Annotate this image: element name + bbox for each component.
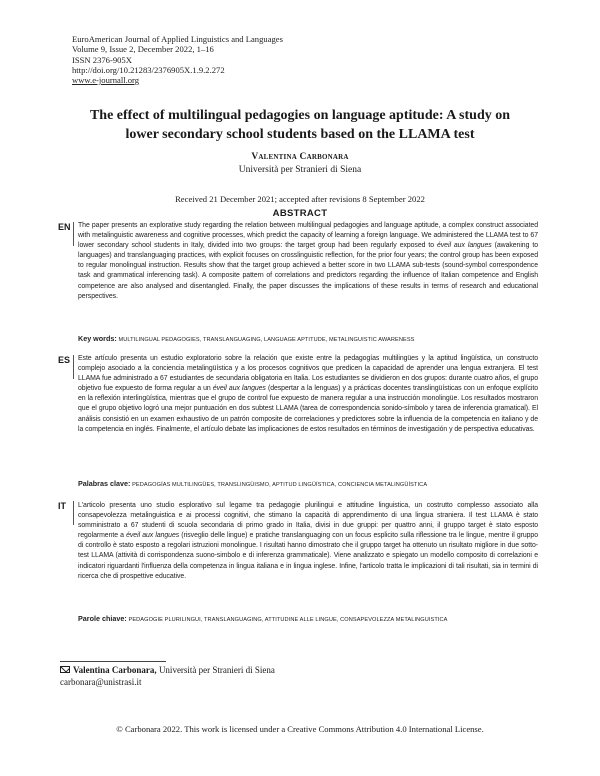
lang-code-it: IT bbox=[58, 501, 66, 511]
envelope-icon bbox=[60, 666, 70, 673]
keywords-en bbox=[78, 334, 538, 345]
divider-en bbox=[73, 222, 74, 246]
title-line-1: The effect of multilingual pedagogies on language aptitude: A study on bbox=[89, 108, 511, 123]
footnote-rule bbox=[60, 661, 166, 662]
journal-website-link[interactable]: www.e-journall.org bbox=[72, 75, 140, 86]
divider-it bbox=[73, 501, 74, 525]
lang-code-en: EN bbox=[58, 222, 71, 232]
author-name: Valentina Carbonara bbox=[251, 152, 349, 162]
journal-volume: Volume 9, Issue 2, December 2022, 1–16 bbox=[72, 44, 214, 55]
doi-link[interactable]: http://doi.org/10.21283/2376905X.1.9.2.272 bbox=[72, 64, 225, 75]
journal-name: EuroAmerican Journal of Applied Linguistics and Languages bbox=[72, 34, 283, 44]
title-line-2: lower secondary school students based on the LLAMA test bbox=[125, 127, 475, 142]
keywords-text-it: PEDAGOGIE PLURILINGUI, TRANSLANGUAGING, ATTITUDINE ALLE LINGUE, CONSAPEVOLEZZA METALINGUISTICA bbox=[128, 617, 448, 623]
paper-title bbox=[60, 106, 540, 144]
correspondence-name: Valentina Carbonara, bbox=[73, 665, 157, 675]
received-dates: Received 21 December 2021; accepted after revisions 8 September 2022 bbox=[175, 194, 425, 204]
abstract-es: Este artículo presenta un estudio exploratorio sobre la relación que existe entre la pedagogías multilingües y la aptitud lingüística, un constructo complejo asociado a la conciencia metalingüística y a los procesos cognitivos que predicen la capacidad de aprender una lengua extranjera. El test LLAMA fue administrado a 67 estudiantes de secundaria obligatoria en Italia. Los estudiantes se dividieron en dos grupos: durante cuatro años, el grupo objetivo fue expuesto de forma regular a un éveil aux langues (despertar a la lenguas) y a prácticas docentes translingüísticas con un enfoque explícito en la reflexión interlingüística, mientras que el grupo de control fue expuesto de manera regular a una instrucción monolingüe. Los resultados mostraron que el grupo objetivo logró una mejor puntuación en dos subtest LLAMA (tarea de correspondencia sonido-símbolo y tarea de inferencia gramatical). El análisis consistió en un examen exhaustivo de un patrón composite de correlaciones y predictores sobre la influencia de la competencia en italiano y de la competencia en inglés. Finalmente, el artículo debate las implicaciones de estos resultados en términos de investigación y de perspectiva educativas. bbox=[78, 355, 538, 433]
correspondence bbox=[60, 664, 275, 688]
journal-header bbox=[72, 34, 283, 85]
correspondence-email[interactable]: carbonara@unistrasi.it bbox=[60, 677, 142, 687]
keywords-label-es: Palabras clave: bbox=[78, 479, 131, 488]
keywords-label-en: Key words: bbox=[78, 334, 117, 343]
abstract-en: The paper presents an explorative study regarding the relation between multilingual pedagogies and language aptitude, a complex construct associated with metalinguistic awareness and cognitive processes, which predict the capacity of learning a foreign language. We administered the LLAMA test to 67 lower secondary school students in Italy, divided into two groups: the target group had been regularly exposed to éveil aux langues (awakening to languages) and translanguaging practices, with explicit focuses on crosslinguistic reflection, for the prior four years; the control group has been exposed to regular monolingual instruction. Results show that the target group achieved a better score in two LLAMA sub-tests (sound-symbol correspondence task and grammatical inferencing task). A composite pattern of correlations and predictors regarding the influence of Italian competence and English competence are also analysed and disentangled. Finally, the paper discusses the implications of these results in terms of research and educational perspectives. bbox=[78, 222, 538, 300]
journal-issn: ISSN 2376-905X bbox=[72, 54, 132, 65]
keywords-it bbox=[78, 614, 538, 625]
keywords-es bbox=[78, 479, 538, 490]
keywords-label-it: Parole chiave: bbox=[78, 614, 127, 623]
correspondence-affiliation: Università per Stranieri di Siena bbox=[156, 665, 275, 675]
abstract-it: L'articolo presenta uno studio esplorativo sul legame tra pedagogie plurilingui e attitudine linguistica, un costrutto complesso associato alla consapevolezza metalinguistica e ai processi cognitivi, che stimano la capacità di apprendimento di una lingua straniera. Il test LLAMA è stato somministrato a 67 studenti di scuola secondaria di primo grado in Italia, divisi in due gruppi: per quattro anni, il gruppo target è stato esposto regolarmente a éveil aux langues (risveglio delle lingue) e pratiche translanguaging con un focus esplicito sulla riflessione tra le lingue, mentre il gruppo di controllo è stato esposto a regolari istruzioni monolingue. I risultati hanno dimostrato che il gruppo target ha ottenuto un risultato migliore in due sotto-test LLAMA (attività di corrispondenza suono-simbolo e di inferenza grammaticale). Viene analizzato e spiegato un modello composito di correlazioni e indicatori riguardanti l'influenza della competenza in lingua italiana e in lingua inglese. Infine, l'articolo tratta le implicazioni di tali risultati, sia in termini di ricerca che di prospettive educative. bbox=[78, 502, 539, 580]
lang-code-es: ES bbox=[58, 355, 71, 365]
keywords-text-en: MULTILINGUAL PEDAGOGIES, TRANSLANGUAGING, LANGUAGE APTITUDE, METALINGUISTIC AWARENESS bbox=[118, 337, 415, 343]
keywords-text-es: PEDAGOGÍAS MULTILINGÜES, TRANSLINGÜISMO, APTITUD LINGÜÍSTICA, CONCIENCIA METALINGÜÍSTICA bbox=[132, 482, 428, 488]
author-affiliation: Università per Stranieri di Siena bbox=[238, 165, 362, 175]
divider-es bbox=[73, 355, 74, 379]
license-notice: © Carbonara 2022. This work is licensed under a Creative Commons Attribution 4.0 International License. bbox=[116, 724, 484, 734]
abstract-heading: ABSTRACT bbox=[272, 208, 328, 219]
